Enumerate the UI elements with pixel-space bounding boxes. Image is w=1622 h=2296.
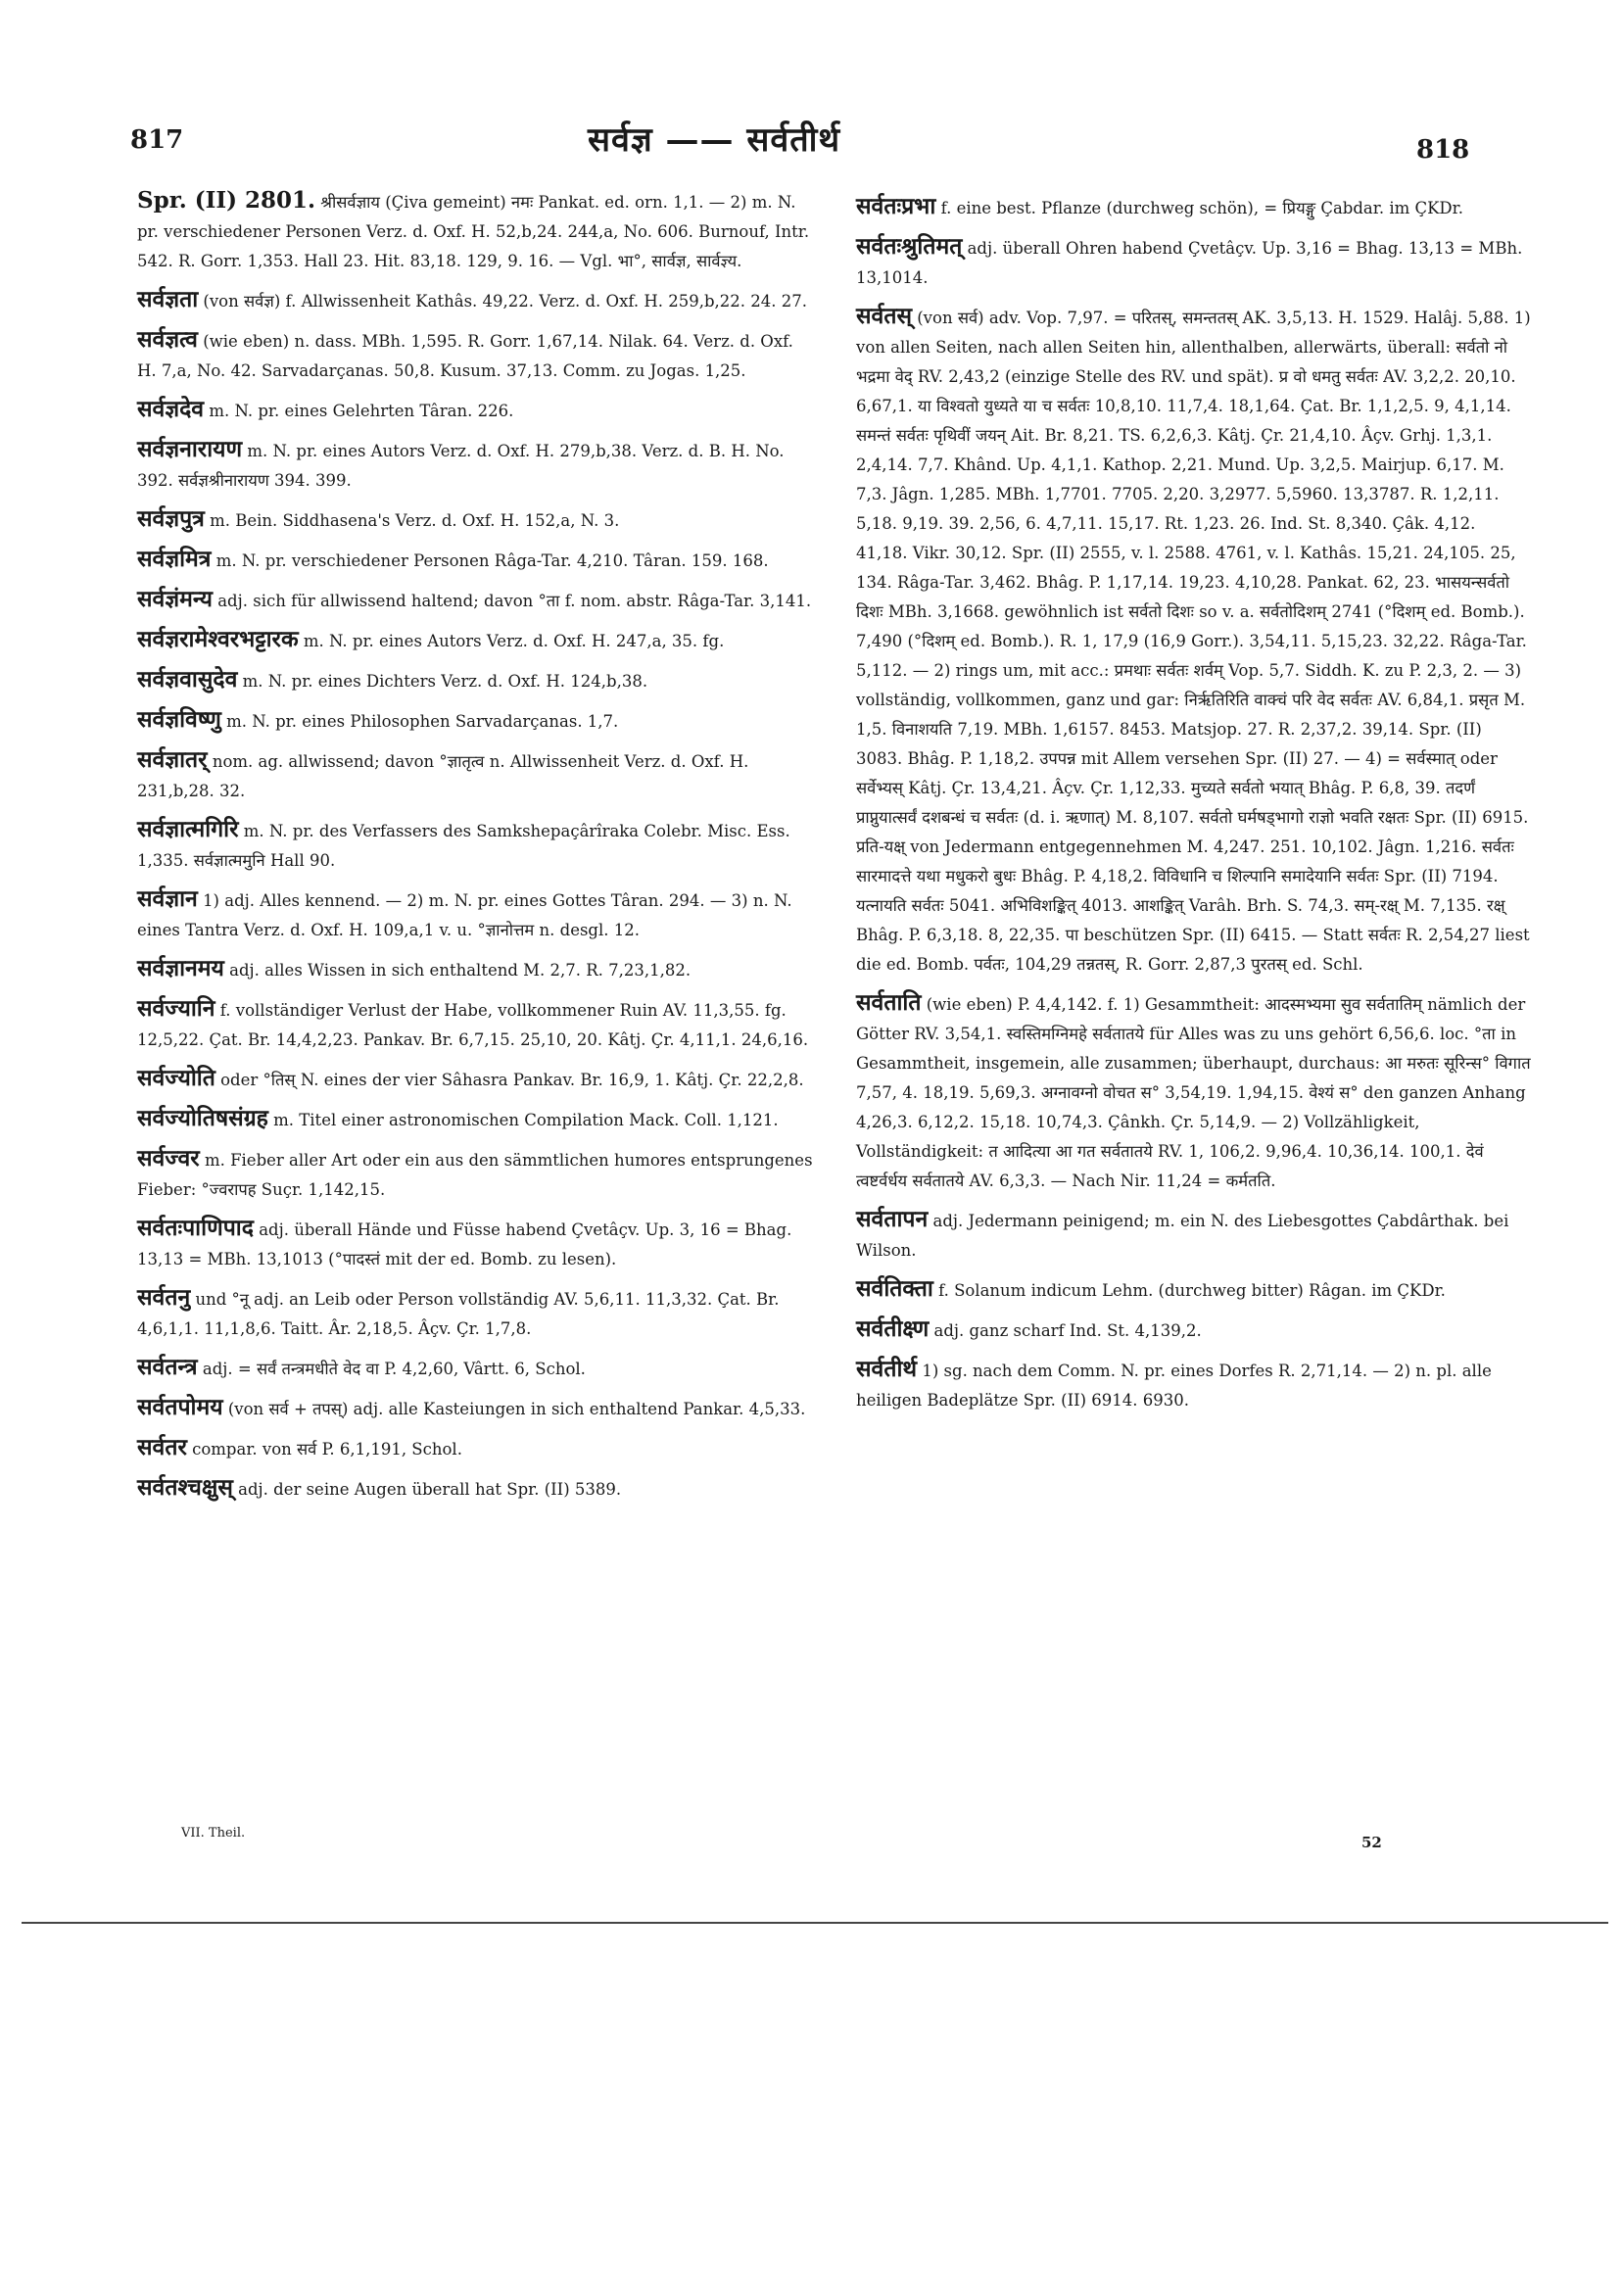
entry-text: 1) sg. nach dem Comm. N. pr. eines Dorfes R. 2,71,14. — 2) n. pl. alle heiligen Badeplätze Spr. (II) 6914. 6930. [856, 1362, 1492, 1410]
dictionary-entry [137, 705, 813, 737]
entry-text: oder °तिस् N. eines der vier Sâhasra Pankav. Br. 16,9, 1. Kâtj. Çr. 22,2,8. [220, 1071, 804, 1089]
entry-text: (von सर्वज्ञ) f. Allwissenheit Kathâs. 49,22. Verz. d. Oxf. H. 259,b,22. 24. 27. [203, 292, 808, 311]
entry-headword: सर्वज्वर [137, 1145, 200, 1172]
dictionary-entry [137, 1473, 813, 1505]
entry-headword: सर्वज्ञात्मगिरि [137, 816, 239, 842]
entry-text: adj. überall Ohren habend Çvetâçv. Up. 3,16 = Bhag. 13,13 = MBh. 13,1014. [856, 239, 1523, 287]
entry-text: m. Bein. Siddhasena's Verz. d. Oxf. H. 152,a, N. 3. [210, 511, 620, 530]
entry-text: f. eine best. Pflanze (durchweg schön), = प्रियङ्गु Çabdar. im ÇKDr. [940, 199, 1463, 217]
entry-text: 1) adj. Alles kennend. — 2) m. N. pr. eines Gottes Târan. 294. — 3) n. N. eines Tantra Verz. d. Oxf. H. 109,a,1 v. u. °ज्ञानोत्तम n. desgl. 12. [137, 891, 792, 939]
entry-headword: सर्वज्ञातर् [137, 746, 208, 773]
dictionary-entry [137, 625, 813, 656]
entry-headword: सर्वज्ञत्व [137, 326, 198, 353]
entry-text: adj. sich für allwissend haltend; davon °ता f. nom. abstr. Râga-Tar. 3,141. [217, 592, 812, 610]
dictionary-entry [137, 1433, 813, 1464]
entry-headword: सर्वतःप्रभा [856, 193, 936, 219]
entry-headword: सर्वज्ञता [137, 286, 199, 312]
right-column [856, 192, 1532, 1424]
entry-text: adj. Jedermann peinigend; m. ein N. des Liebesgottes Çabdârthak. bei Wilson. [856, 1212, 1509, 1260]
entry-headword: Spr. (II) 2801. [137, 187, 316, 214]
dictionary-entry [137, 1104, 813, 1135]
dictionary-entry [137, 815, 813, 876]
dictionary-entry [137, 885, 813, 945]
entry-text: (wie eben) P. 4,4,142. f. 1) Gesammtheit: आदस्मभ्यमा सुव सर्वतातिम् nämlich der Götter RV. 3,54,1. स्वस्तिमग्निमहे सर्वतातये für Alles was zu uns gehört 6,56,6. loc. °ता in Gesammtheit, insgemein, alle zusammen; überhaupt, durchaus: आ मरुतः सूरिन्स° विगात 7,57, 4. 18,19. 5,69,3. अग्नावग्नो वोचत स° 3,54,19. 1,94,15. वेश्यं स° den ganzen Anhang 4,26,3. 6,12,2. 15,18. 10,74,3. Çânkh. Çr. 5,14,9. — 2) Vollzähligkeit, Vollständigkeit: त आदित्या आ गत सर्वतातये RV. 1, 106,2. 9,96,4. 10,36,14. 100,1. देवं त्वष्टर्वर्धय सर्वतातये AV. 6,3,3. — Nach Nir. 11,24 = कर्मतति. [856, 995, 1531, 1190]
dictionary-entry [137, 1064, 813, 1095]
dictionary-entry [856, 1274, 1532, 1306]
entry-headword: सर्वतनु [137, 1284, 191, 1311]
dictionary-entry [137, 1214, 813, 1274]
entry-headword: सर्वतपोमय [137, 1394, 223, 1420]
entry-text: m. N. pr. eines Dichters Verz. d. Oxf. H. 124,b,38. [242, 672, 648, 691]
entry-text: m. N. pr. verschiedener Personen Râga-Tar. 4,210. Târan. 159. 168. [215, 551, 769, 570]
entry-text: m. N. pr. eines Autors Verz. d. Oxf. H. 247,a, 35. fg. [303, 632, 725, 650]
entry-headword: सर्वतःश्रुतिमत् [856, 233, 963, 260]
dictionary-entry [137, 545, 813, 576]
entry-text: m. N. pr. eines Philosophen Sarvadarçanas. 1,7. [226, 712, 619, 731]
left-page-number: 817 [130, 125, 184, 155]
dictionary-entry [137, 954, 813, 985]
entry-text: (wie eben) n. dass. MBh. 1,595. R. Gorr. 1,67,14. Nilak. 64. Verz. d. Oxf. H. 7,a, No. 42. Sarvadarçanas. 50,8. Kusum. 37,13. Comm. zu Jogas. 1,25. [137, 332, 793, 380]
entry-headword: सर्वज्योति [137, 1065, 215, 1091]
entry-text: (von सर्व + तपस्) adj. alle Kasteiungen in sich enthaltend Pankar. 4,5,33. [227, 1400, 806, 1418]
entry-text: compar. von सर्व P. 6,1,191, Schol. [192, 1440, 462, 1459]
entry-headword: सर्वज्योतिषसंग्रह [137, 1105, 268, 1131]
blank-margin [0, 1926, 1622, 2296]
bottom-rule [22, 1922, 1608, 1924]
dictionary-entry [856, 1205, 1532, 1266]
entry-headword: सर्वतीर्थ [856, 1356, 918, 1382]
entry-text: adj. = सर्वं तन्त्रमधीते वेद वा P. 4,2,60, Vârtt. 6, Schol. [202, 1360, 586, 1378]
entry-text: m. N. pr. des Verfassers des Samkshepaçârîraka Colebr. Misc. Ess. 1,335. सर्वज्ञात्ममुनि Hall 90. [137, 822, 790, 870]
dictionary-entry [137, 585, 813, 616]
entry-text: m. N. pr. eines Autors Verz. d. Oxf. H. 279,b,38. Verz. d. B. H. No. 392. सर्वज्ञश्रीनारायण 394. 399. [137, 442, 785, 490]
dictionary-entry [137, 665, 813, 696]
entry-headword: सर्वतन्त्र [137, 1354, 198, 1380]
signature-mark: VII. Theil. [181, 1826, 246, 1841]
entry-headword: सर्वतिक्ता [856, 1275, 933, 1302]
entry-headword: सर्वज्ञमित्र [137, 546, 212, 572]
entry-text: m. N. pr. eines Gelehrten Târan. 226. [209, 402, 514, 420]
entry-headword: सर्वज्ञरामेश्वरभट्टारक [137, 626, 299, 652]
entry-headword: सर्वज्यानि [137, 995, 215, 1022]
entry-text: f. Solanum indicum Lehm. (durchweg bitter) Râgan. im ÇKDr. [938, 1281, 1446, 1300]
dictionary-entry [137, 435, 813, 496]
entry-text: adj. alles Wissen in sich enthaltend M. 2,7. R. 7,23,1,82. [229, 961, 692, 980]
entry-headword: सर्वज्ञानमय [137, 955, 224, 981]
entry-text: श्रीसर्वज्ञाय (Çiva gemeint) नमः Pankat. ed. orn. 1,1. — 2) m. N. pr. verschiedener Personen Verz. d. Oxf. H. 52,b,24. 244,a, No. 606. Burnouf, Intr. 542. R. Gorr. 1,353. Hall 23. Hit. 83,18. 129, 9. 16. — Vgl. भा°, सार्वज्ञ, सार्वज्ञ्य. [137, 193, 810, 270]
dictionary-entry [137, 1283, 813, 1344]
entry-headword: सर्वज्ञदेव [137, 396, 205, 422]
entry-headword: सर्वज्ञान [137, 885, 198, 912]
dictionary-entry [137, 325, 813, 386]
dictionary-entry [856, 192, 1532, 223]
dictionary-entry [137, 994, 813, 1055]
dictionary-entry [856, 302, 1532, 980]
right-page-number: 818 [1416, 135, 1470, 165]
entry-headword: सर्वज्ञनारायण [137, 436, 243, 462]
entry-headword: सर्वतापन [856, 1206, 929, 1232]
entry-text: nom. ag. allwissend; davon °ज्ञातृत्व n. Allwissenheit Verz. d. Oxf. H. 231,b,28. 32. [137, 752, 749, 800]
dictionary-entry [137, 1353, 813, 1384]
dictionary-entry [856, 988, 1532, 1196]
entry-headword: सर्वतश्चक्षुस् [137, 1474, 233, 1501]
entry-text: (von सर्व) adv. Vop. 7,97. = परितस्, समन्ततस् AK. 3,5,13. H. 1529. Halâj. 5,88. 1) von allen Seiten, nach allen Seiten hin, allenthalben, allerwärts, überall: सर्वतो नो भद्रमा वेद् RV. 2,43,2 (einzige Stelle des RV. und spät). प्र वो धमतु सर्वतः AV. 3,2,2. 20,10. 6,67,1. या विश्वतो युध्यते या च सर्वतः 10,8,10. 11,7,4. 18,1,64. Çat. Br. 1,1,2,5. 9, 4,1,14. समन्तं सर्वतः पृथिवीं जयन् Ait. Br. 8,21. TS. 6,2,6,3. Kâtj. Çr. 21,4,10. Âçv. Grhj. 1,3,1. 2,4,14. 7,7. Khând. Up. 4,1,1. Kathop. 2,21. Mund. Up. 3,2,5. Mairjup. 6,17. M. 7,3. Jâgn. 1,285. MBh. 1,7701. 7705. 2,20. 3,2977. 5,5960. 13,3787. R. 1,2,11. 5,18. 9,19. 39. 2,56, 6. 4,7,11. 15,17. Rt. 1,23. 26. Ind. St. 8,340. Çâk. 4,12. 41,18. Vikr. 30,12. Spr. (II) 2555, v. l. 2588. 4761, v. l. Kathâs. 15,21. 24,105. 25, 134. Râga-Tar. 3,462. Bhâg. P. 1,17,14. 19,23. 4,10,28. Pankat. 62, 23. भासयन्सर्वतो दिशः MBh. 3,1668. gewöhnlich ist सर्वतो दिशः so v. a. सर्वतोदिशम् 2741 (°दिशम् ed. Bomb.). 7,490 (°दिशम् ed. Bomb.). R. 1, 17,9 (16,9 Gorr.). 3,54,11. 5,15,23. 32,22. Râga-Tar. 5,112. — 2) rings um, mit acc.: प्रमथाः सर्वतः शर्वम् Vop. 5,7. Siddh. K. zu P. 2,3, 2. — 3) vollständig, vollkommen, ganz und gar: निर्ऋतिरिति वाक्चं परि वेद सर्वतः AV. 6,84,1. प्रसृत M. 1,5. विनाशयति 7,19. MBh. 1,6157. 8453. Matsjop. 27. R. 2,37,2. 39,14. Spr. (II) 3083. Bhâg. P. 1,18,2. उपपन्न mit Allem versehen Spr. (II) 27. — 4) = सर्वस्मात् oder सर्वेभ्यस् Kâtj. Çr. 13,4,21. Âçv. Çr. 1,12,33. मुच्यते सर्वतो भयात् Bhâg. P. 6,8, 39. तदर्णं प्राप्नुयात्सर्वं दशबन्धं च सर्वतः (d. i. ऋणात्) M. 8,107. सर्वतो घर्मषड्भागो राज्ञो भवति रक्षतः Spr. (II) 6915. प्रति-यक्ष् von Jedermann entgegennehmen M. 4,247. 251. 10,102. Jâgn. 1,216. सर्वतः सारमादत्ते यथा मधुकरो बुधः Bhâg. P. 4,18,2. विविधानि च शिल्पानि समादेयानि सर्वतः Spr. (II) 7194. यत्नायति सर्वतः 5041. अभिविशङ्कित् 4013. आशङ्कित् Varâh. Brh. S. 74,3. सम्-रक्ष् M. 7,135. रक्ष् Bhâg. P. 6,3,18. 8, 22,35. पा beschützen Spr. (II) 6415. — Statt सर्वतः R. 2,54,27 liest die ed. Bomb. पर्वतः, 104,29 तन्नतस्, R. Gorr. 2,87,3 पुरतस् ed. Schl. [856, 309, 1531, 974]
left-column [137, 186, 813, 1513]
dictionary-entry [137, 395, 813, 426]
entry-text: f. vollständiger Verlust der Habe, vollkommener Ruin AV. 11,3,55. fg. 12,5,22. Çat. Br. 14,4,2,23. Pankav. Br. 6,7,15. 25,10, 20. Kâtj. Çr. 4,11,1. 24,6,16. [137, 1001, 809, 1049]
dictionary-entry [856, 232, 1532, 293]
entry-headword: सर्वज्ञपुत्र [137, 505, 205, 532]
entry-text: und °नू adj. an Leib oder Person vollständig AV. 5,6,11. 11,3,32. Çat. Br. 4,6,1,1. 11,1,8,6. Taitt. Âr. 2,18,5. Âçv. Çr. 1,7,8. [137, 1290, 780, 1338]
dictionary-entry [137, 285, 813, 316]
dictionary-entry [137, 1144, 813, 1205]
entry-text: m. Fieber aller Art oder ein aus den sämmtlichen humores entsprungenes Fieber: °ज्वरापह Suçr. 1,142,15. [137, 1151, 813, 1199]
entry-headword: सर्वज्ञविष्णु [137, 706, 221, 733]
entry-headword: सर्वज्ञंमन्य [137, 586, 213, 612]
dictionary-entry [137, 1393, 813, 1424]
dictionary-entry [137, 504, 813, 536]
dictionary-entry [856, 1355, 1532, 1415]
entry-text: adj. der seine Augen überall hat Spr. (II) 5389. [238, 1480, 622, 1499]
running-head: सर्वज्ञ —— सर्वतीर्थ [588, 120, 841, 160]
entry-headword: सर्वताति [856, 989, 922, 1016]
entry-headword: सर्वतःपाणिपाद [137, 1215, 254, 1241]
entry-headword: सर्वतीक्ष्ण [856, 1315, 930, 1342]
entry-text: m. Titel einer astronomischen Compilation Mack. Coll. 1,121. [273, 1111, 779, 1129]
entry-headword: सर्वतर [137, 1434, 187, 1460]
entry-text: adj. ganz scharf Ind. St. 4,139,2. [933, 1321, 1202, 1340]
dictionary-entry [137, 186, 813, 276]
entry-text: adj. überall Hände und Füsse habend Çvetâçv. Up. 3, 16 = Bhag. 13,13 = MBh. 13,1013 (°पादस्तं mit der ed. Bomb. zu lesen). [137, 1220, 792, 1268]
entry-headword: सर्वतस् [856, 303, 912, 329]
sheet-number: 52 [1361, 1834, 1382, 1851]
dictionary-entry [856, 1315, 1532, 1346]
entry-headword: सर्वज्ञवासुदेव [137, 666, 238, 693]
dictionary-entry [137, 745, 813, 806]
